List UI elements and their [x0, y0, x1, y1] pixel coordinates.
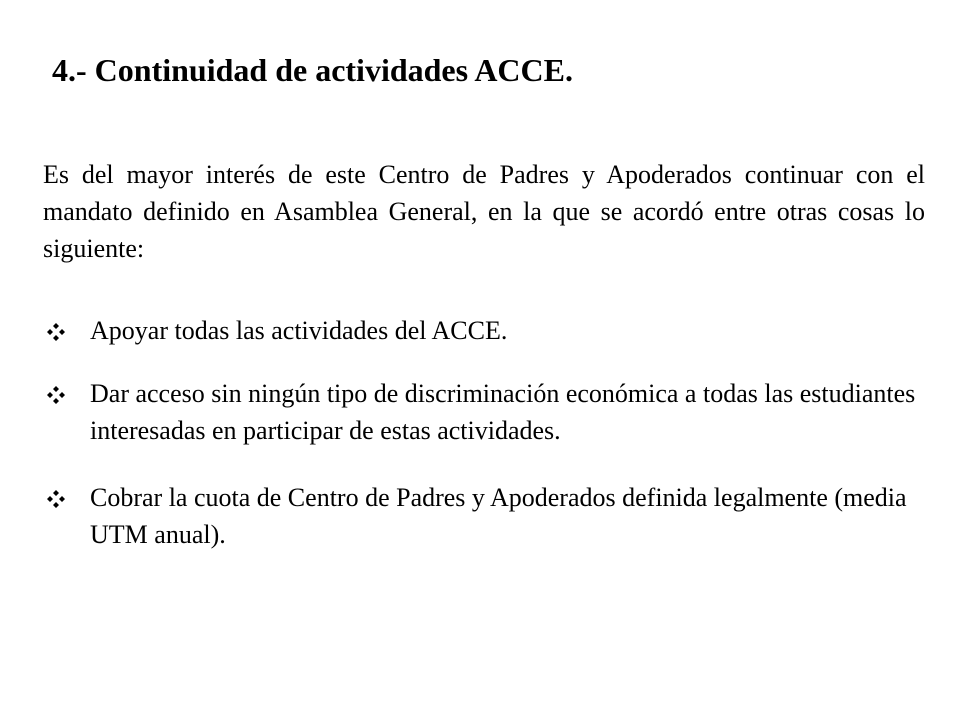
- list-item: [43, 375, 925, 449]
- list-item: [43, 479, 925, 553]
- slide-title: 4.- Continuidad de actividades ACCE.: [52, 52, 573, 88]
- four-diamond-bullet-icon: [47, 323, 65, 341]
- list-item: [43, 312, 925, 349]
- bullet-text: Cobrar la cuota de Centro de Padres y Apoderados definida legalmente (media UTM anual).: [90, 483, 907, 549]
- bullet-list: [43, 312, 925, 579]
- intro-paragraph: Es del mayor interés de este Centro de Padres y Apoderados continuar con el mandato definido en Asamblea General, en la que se acordó entre otras cosas lo siguiente:: [43, 160, 925, 263]
- four-diamond-bullet-icon: [47, 490, 65, 508]
- bullet-text: Dar acceso sin ningún tipo de discriminación económica a todas las estudiantes interesadas en participar de estas actividades.: [90, 379, 916, 445]
- four-diamond-bullet-icon: [47, 386, 65, 404]
- bullet-text: Apoyar todas las actividades del ACCE.: [90, 316, 508, 345]
